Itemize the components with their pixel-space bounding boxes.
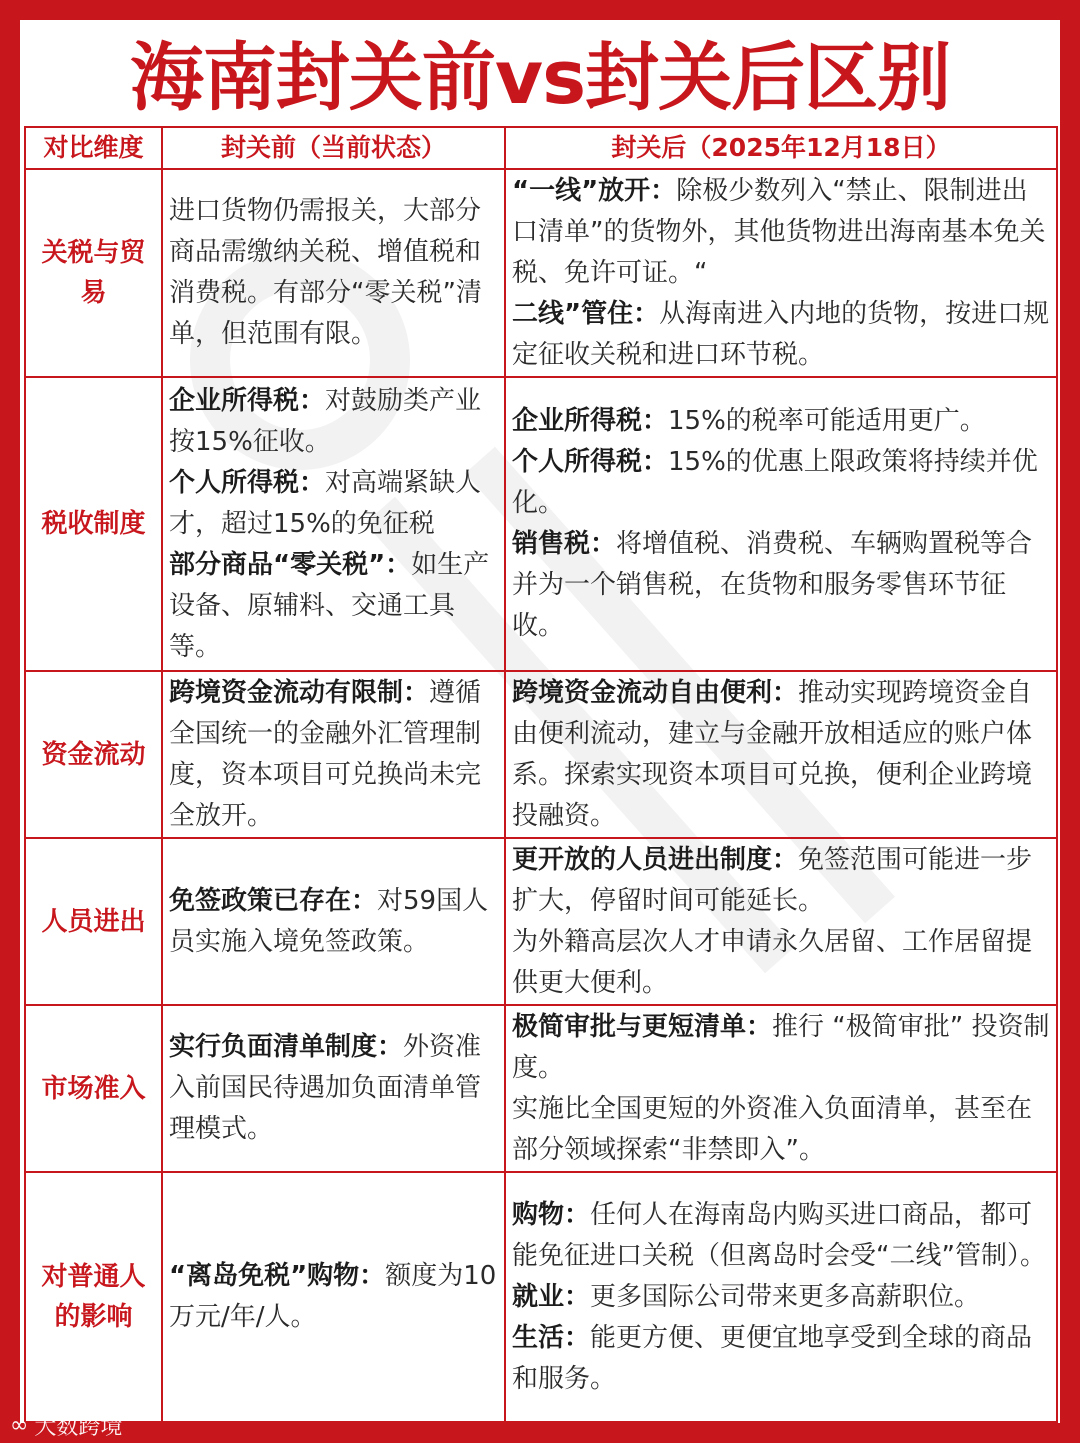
table-row	[25, 377, 1057, 671]
body-text: 推行 “极简审批” 投资制度。	[512, 1011, 1050, 1083]
before-paragraph	[169, 881, 498, 963]
table-row	[25, 838, 1057, 1005]
before-cell	[162, 377, 505, 671]
body-text: 除极少数列入“禁止、限制进出口清单”的货物外，其他货物进出海南基本免关税、免许可证。“	[512, 175, 1046, 288]
after-cell	[505, 1005, 1057, 1172]
before-paragraph	[169, 191, 498, 355]
dimension-cell: 关税与贸易	[25, 169, 162, 377]
after-paragraph	[512, 1007, 1050, 1089]
after-cell	[505, 377, 1057, 671]
after-paragraph	[512, 442, 1050, 524]
after-cell	[505, 169, 1057, 377]
body-text: 能更方便、更便宜地享受到全球的商品和服务。	[512, 1322, 1033, 1394]
body-text: 进口货物仍需报关，大部分商品需缴纳关税、增值税和消费税。有部分“零关税”清单，但范围有限。	[169, 196, 482, 349]
header-dimension: 对比维度	[25, 127, 162, 169]
before-paragraph	[169, 463, 498, 545]
poster	[20, 20, 1060, 1423]
body-text: 推动实现跨境资金自由便利流动，建立与金融开放相适应的账户体系。探索实现资本项目可兑换，便利企业跨境投融资。	[512, 677, 1033, 831]
body-text: 免签范围可能进一步扩大，停留时间可能延长。	[512, 844, 1033, 916]
footer-brand	[10, 1410, 122, 1441]
after-paragraph	[512, 401, 1050, 442]
before-paragraph	[169, 1027, 498, 1150]
body-text: 对鼓励类产业按15%征收。	[169, 385, 482, 457]
header-after: 封关后（2025年12月18日）	[505, 127, 1057, 169]
after-paragraph	[512, 1277, 1050, 1318]
table-row	[25, 1005, 1057, 1172]
dimension-cell: 市场准入	[25, 1005, 162, 1172]
bold-lead: 购物：	[512, 1199, 591, 1230]
before-cell	[162, 1172, 505, 1422]
bold-lead: 个人所得税：	[169, 467, 326, 498]
bold-lead: 销售税：	[512, 529, 617, 559]
before-paragraph	[169, 673, 498, 837]
bold-lead: “离岛免税”购物：	[169, 1261, 386, 1291]
body-text: 将增值税、消费税、车辆购置税等合并为一个销售税，在货物和服务零售环节征收。	[512, 529, 1033, 641]
body-text: 从海南进入内地的货物，按进口规定征收关税和进口环节税。	[512, 298, 1050, 370]
body-text: 如生产设备、原辅料、交通工具等。	[169, 549, 490, 662]
body-text: 对59国人员实施入境免签政策。	[169, 885, 489, 957]
body-text: 外资准入前国民待遇加负面清单管理模式。	[169, 1032, 482, 1144]
brand-logo-icon: ∞	[10, 1413, 29, 1438]
after-paragraph	[512, 840, 1050, 922]
dimension-cell: 人员进出	[25, 838, 162, 1005]
body-text: 对高端紧缺人才，超过15%的免征税	[169, 467, 482, 539]
before-cell	[162, 671, 505, 838]
body-text: 15%的税率可能适用更广。	[668, 406, 986, 436]
bold-lead: 极简审批与更短清单：	[512, 1011, 773, 1042]
bold-lead: 企业所得税：	[512, 406, 669, 436]
before-cell	[162, 169, 505, 377]
bold-lead: “一线”放开：	[512, 175, 677, 206]
body-text: 遵循全国统一的金融外汇管理制度，资本项目可兑换尚未完全放开。	[169, 677, 482, 831]
body-text: 15%的优惠上限政策将持续并优化。	[512, 447, 1038, 518]
before-paragraph	[169, 545, 498, 668]
before-paragraph	[169, 381, 498, 463]
after-paragraph	[512, 1089, 1050, 1171]
table-row	[25, 671, 1057, 838]
comparison-table	[24, 126, 1058, 1423]
after-paragraph	[512, 673, 1050, 837]
bold-lead: 部分商品“零关税”：	[169, 549, 412, 580]
body-text: 任何人在海南岛内购买进口商品，都可能免征进口关税（但离岛时会受“二线”管制）。	[512, 1199, 1046, 1271]
bold-lead: 企业所得税：	[169, 385, 326, 416]
footer-brand-text: 大数跨境	[34, 1415, 123, 1440]
bold-lead: 生活：	[512, 1322, 591, 1353]
before-paragraph	[169, 1256, 498, 1338]
dimension-cell: 对普通人的影响	[25, 1172, 162, 1422]
body-text: 额度为10万元/年/人。	[169, 1261, 497, 1332]
bold-lead: 个人所得税：	[512, 447, 669, 477]
header-row	[25, 127, 1057, 169]
after-paragraph	[512, 1195, 1050, 1277]
after-paragraph	[512, 294, 1050, 376]
bold-lead: 就业：	[512, 1281, 591, 1312]
body-text: 实施比全国更短的外资准入负面清单，甚至在部分领域探索“非禁即入”。	[512, 1093, 1033, 1165]
body-text: 为外籍高层次人才申请永久居留、工作居留提供更大便利。	[512, 926, 1033, 998]
dimension-cell: 税收制度	[25, 377, 162, 671]
table-row	[25, 169, 1057, 377]
body-text: 更多国际公司带来更多高薪职位。	[590, 1281, 981, 1312]
dimension-cell: 资金流动	[25, 671, 162, 838]
before-cell	[162, 1005, 505, 1172]
header-before: 封关前（当前状态）	[162, 127, 505, 169]
bold-lead: 跨境资金流动有限制：	[169, 677, 430, 708]
after-paragraph	[512, 171, 1050, 294]
after-paragraph	[512, 922, 1050, 1004]
table-row	[25, 1172, 1057, 1422]
bold-lead: 免签政策已存在：	[169, 885, 378, 916]
bold-lead: 二线”管住：	[512, 298, 660, 329]
before-cell	[162, 838, 505, 1005]
after-paragraph	[512, 524, 1050, 647]
after-cell	[505, 1172, 1057, 1422]
page-title: 海南封关前vs封关后区别	[129, 35, 951, 121]
bold-lead: 实行负面清单制度：	[169, 1032, 404, 1062]
bold-lead: 更开放的人员进出制度：	[512, 844, 799, 875]
after-cell	[505, 671, 1057, 838]
after-paragraph	[512, 1318, 1050, 1400]
bold-lead: 跨境资金流动自由便利：	[512, 677, 799, 708]
after-cell	[505, 838, 1057, 1005]
